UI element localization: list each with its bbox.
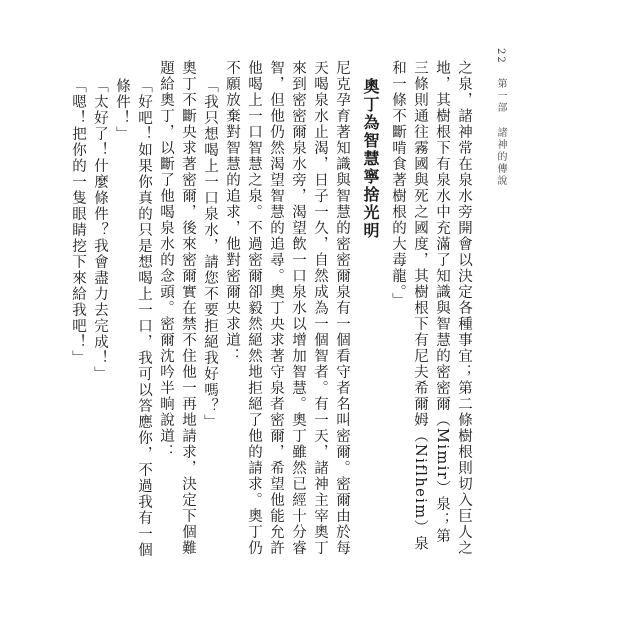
paragraph: 奧丁不斷央求著密爾，後來密爾實在禁不住他一再地請求，決定下個難題給奧丁，以斷了他喝泉水的念頭。密爾沈吟半晌說道：	[158, 60, 196, 556]
page-number: 22	[495, 48, 506, 65]
dialogue-line: 「嗯！把你的一隻眼睛挖下來給我吧！」	[70, 78, 86, 366]
part-label: 第一部	[495, 77, 506, 114]
dialogue-line: 「太好了！什麼條件？我會盡力去完成！」	[92, 78, 108, 382]
dialogue-line: 「我只想喝上一口泉水，請您不要拒絕我好嗎？」	[202, 78, 218, 430]
paragraph: 之泉，諸神常在泉水旁開會以決定各種事宜；第二條樹根則切入巨人之地，其樹根下有泉水中充滿了知識與智慧的密密爾（Mimir）泉；第三條則通往霧國與死之國度，其樹根下有尼夫希爾姆（Niflheim）泉和一條不斷啃食著樹根的大毒龍。」	[390, 60, 472, 556]
section-heading: 奧丁為智慧寧捨光明	[361, 78, 380, 240]
paragraph: 尼克孕育著知識與智慧的密密爾泉有一個看守者名叫密爾。密爾由於每天喝泉水止渴，日子一久，自然成為一個智者。有一天，諸神主宰奧丁來到密密爾泉水旁，渴望飲一口泉水以增加智慧。奧丁雖然已經十分睿智，但他仍然渴望智慧的追尋。奧丁央求著守泉者密爾，希望他能允許他喝上一口智慧之泉。不過密爾卻毅然絕然地拒絕了他的請求。奧丁仍不願放棄對智慧的追求，他對密爾央求道：	[224, 60, 350, 556]
dialogue-line: 「好吧！如果你真的只是想喝上一口，我可以答應你，不過我有一個條件！」	[114, 78, 152, 558]
page-header	[484, 48, 508, 208]
running-title: 諸神的傳說	[495, 127, 506, 188]
page-body	[70, 60, 475, 560]
